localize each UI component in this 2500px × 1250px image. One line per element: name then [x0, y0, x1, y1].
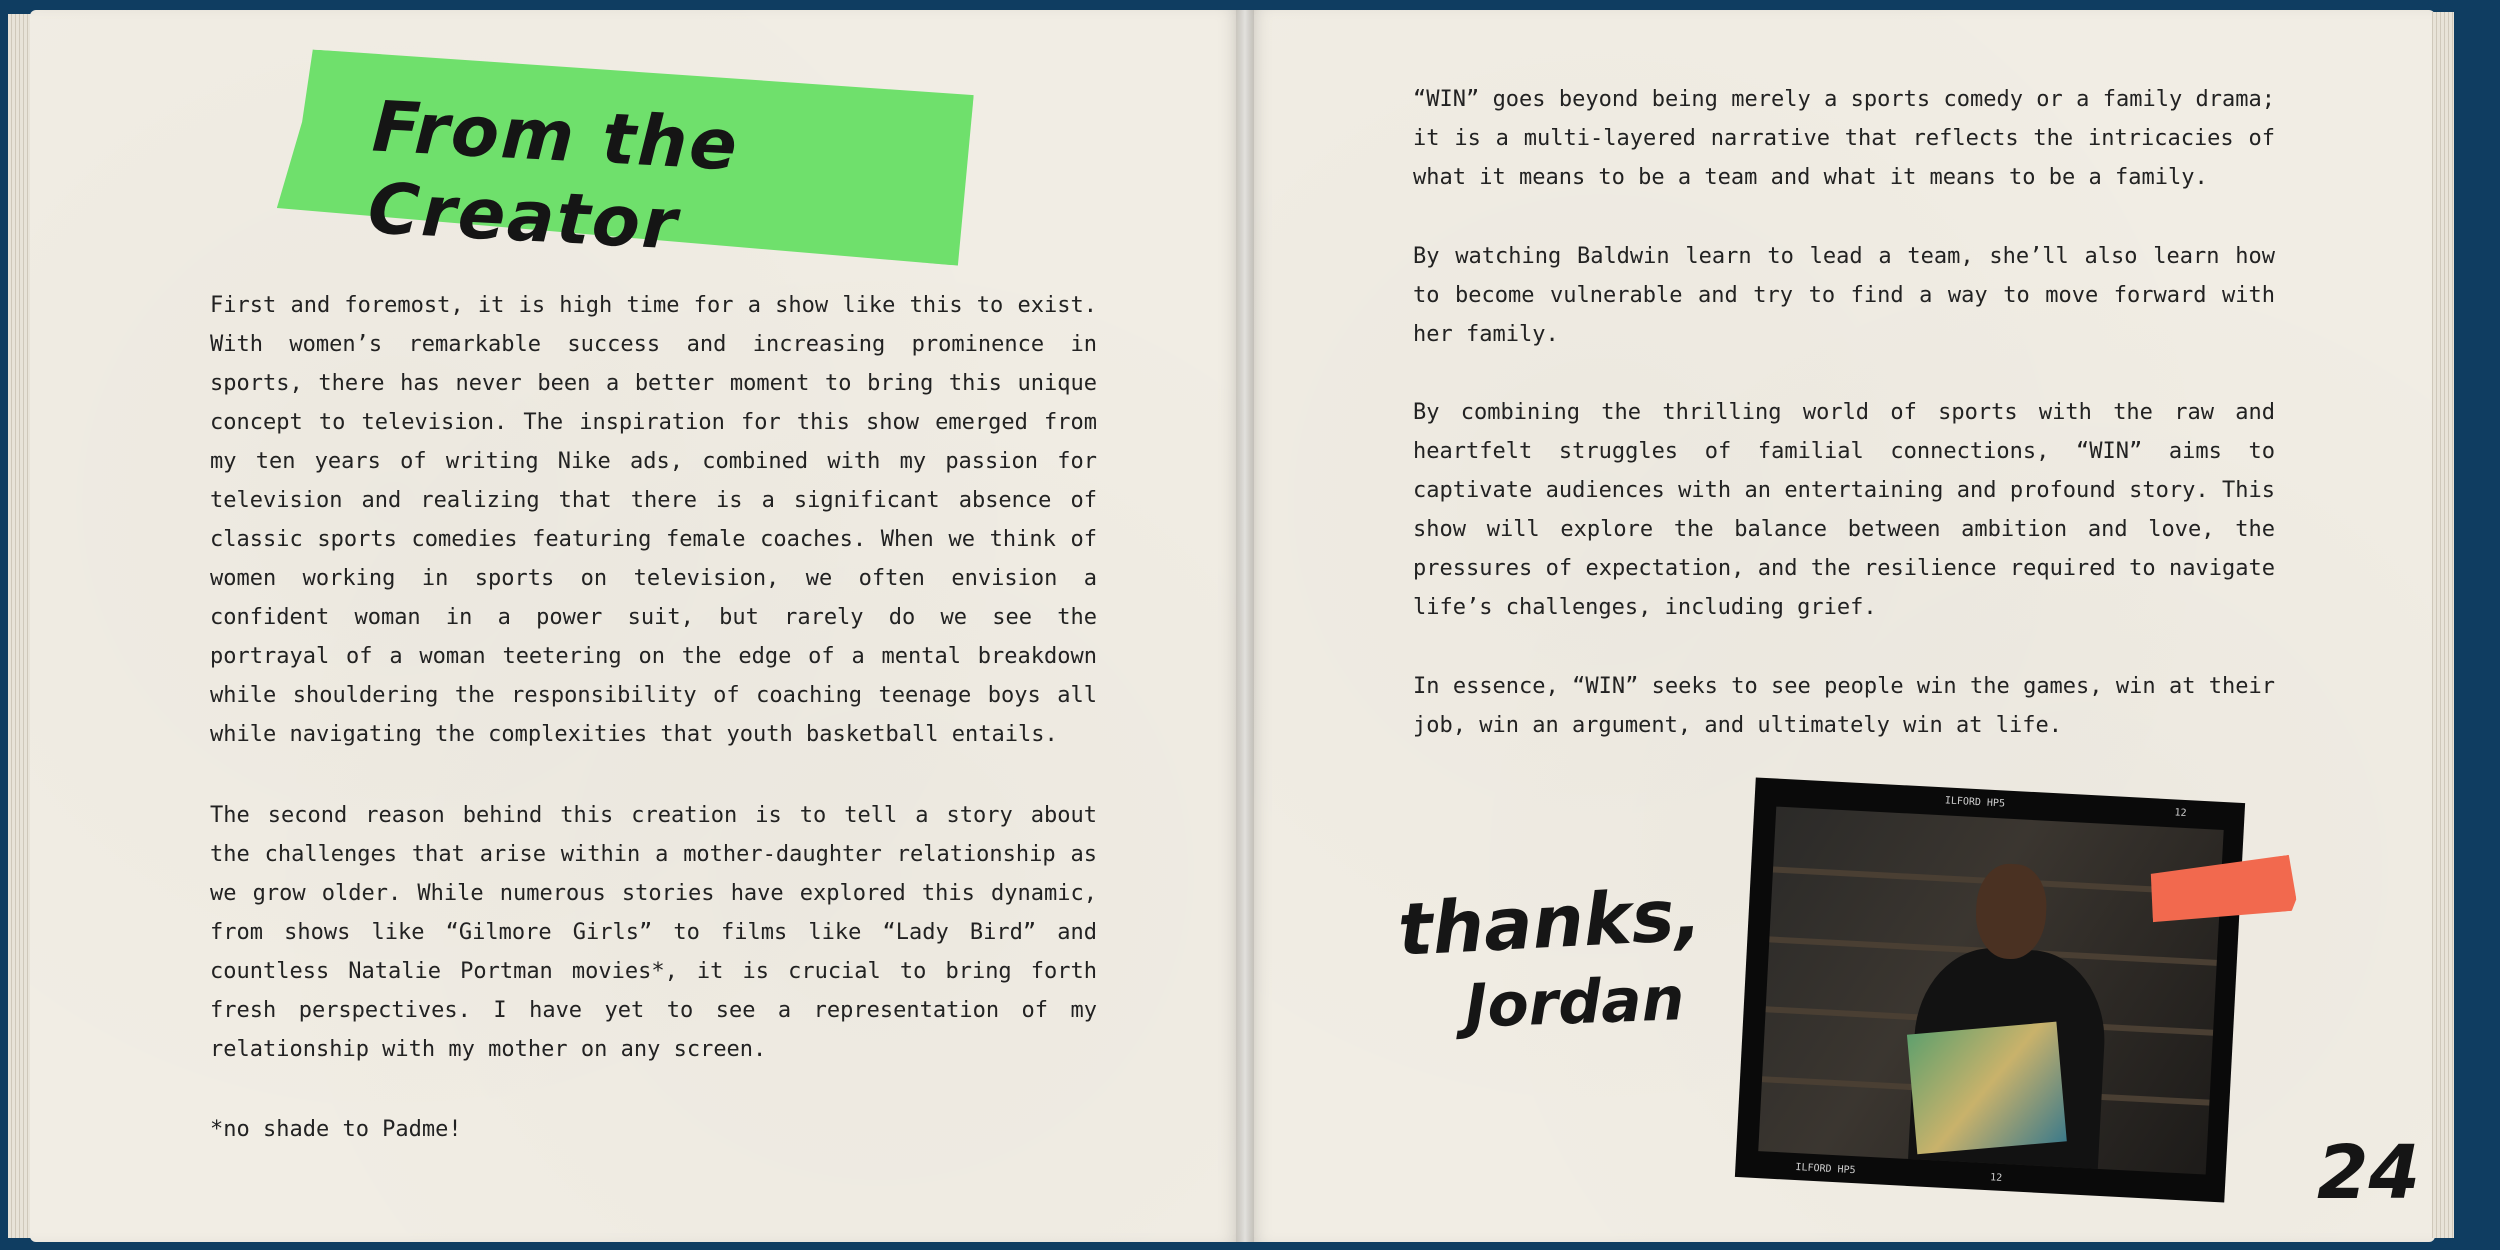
photo-image — [1758, 807, 2223, 1175]
paragraph-6: In essence, “WIN” seeks to see people win the games, win at their job, win an argument, and ultimately win at life. — [1413, 674, 2275, 738]
paragraph-3: “WIN” goes beyond being merely a sports comedy or a family drama; it is a multi-layered narrative that reflects the intricacies of what it means to be a team and what it means to be a family. — [1413, 87, 2275, 190]
footnote: *no shade to Padme! — [210, 1117, 462, 1142]
comic-magazine — [1907, 1022, 2067, 1155]
film-label-top: ILFORD HP5 — [1944, 795, 2006, 810]
page-edges-right — [2432, 12, 2454, 1238]
person-head — [1974, 862, 2049, 961]
paragraph-1: First and foremost, it is high time for a show like this to exist. With women’s remarkable success and increasing prominence in sports, there has never been a better moment to bring this unique concept to television. The inspiration for this show emerged from my ten years of writing Nike ads, combined with my passion for television and realizing that there is a significant absence of classic sports comedies featuring female coaches. When we think of women working in sports on television, we often envision a confident woman in a power suit, but rarely do we see the portrayal of a woman teetering on the edge of a mental breakdown while shouldering the responsibility of coaching teenage boys all while navigating the complexities that youth basketball entails. — [210, 293, 1097, 747]
page-number: 24 — [2317, 1130, 2420, 1216]
paragraph-4: By watching Baldwin learn to lead a team, she’ll also learn how to become vulnerable and try to find a way to move forward with her family. — [1413, 244, 2275, 347]
film-label-bottom: ILFORD HP5 — [1795, 1162, 1856, 1177]
signature: Jordan — [1463, 964, 1686, 1042]
paragraph-2: The second reason behind this creation is to tell a story about the challenges that arise within a mother-daughter relationship as we grow older. While numerous stories have explored this dynamic, from shows like “Gilmore Girls” to films like “Lady Bird” and countless Natalie Portman movies*, it is crucial to bring forth fresh perspectives. I have yet to see a representation of my relationship with my mother on any screen. — [210, 803, 1097, 1062]
paragraph-5: By combining the thrilling world of sports with the raw and heartfelt struggles of familial connections, “WIN” aims to captivate audiences with an entertaining and profound story. This show will explore the balance between ambition and love, the pressures of expectation, and the resilience required to navigate life’s challenges, including grief. — [1413, 400, 2275, 620]
frame-number-top: 12 — [2174, 807, 2187, 820]
frame-number-bottom: 12 — [1989, 1172, 2003, 1184]
thanks-handwriting: thanks, — [1396, 872, 1704, 972]
photo-polaroid — [1735, 777, 2245, 1202]
page-title: From the Creator — [366, 85, 742, 266]
book-spine — [1236, 10, 1254, 1242]
